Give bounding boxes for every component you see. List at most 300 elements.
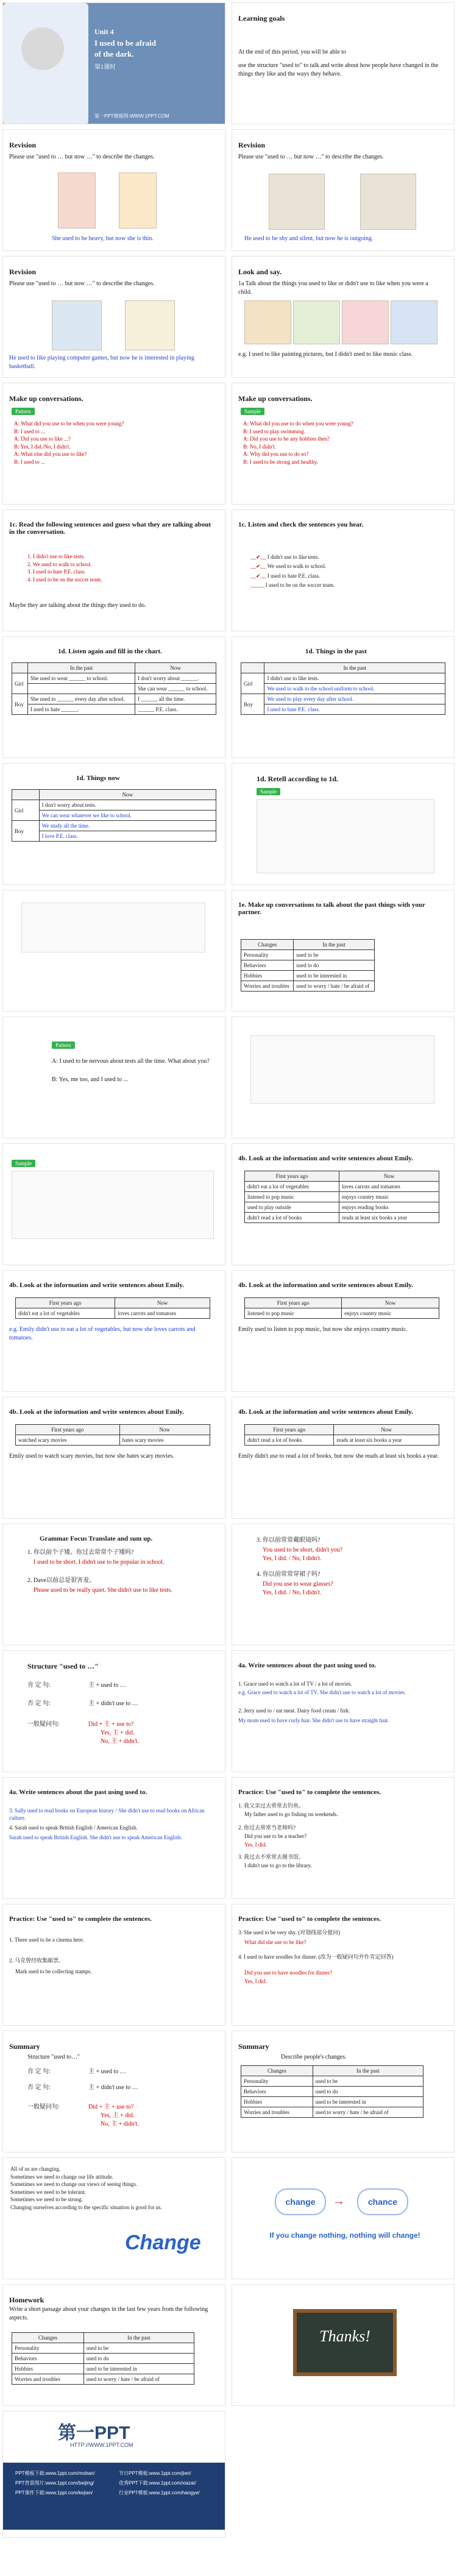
check-row-2[interactable] (250, 562, 335, 571)
pattern-lines (14, 420, 124, 466)
slide-title: 1d. Retell according to 1d. (257, 775, 338, 783)
form-yes: Yes, 主 + did. (101, 2112, 135, 2119)
slide-title: Practice: Use "used to" to complete the sentences. (9, 1915, 152, 1923)
slide-title: 1d. Things in the past (305, 648, 367, 655)
cell: didn't read a lot of books (245, 1213, 339, 1223)
cell: I love P.E. class. (39, 831, 216, 842)
cell: loves carrots and tomatoes (115, 1308, 210, 1319)
1c-guess-slide (2, 509, 225, 631)
slide-title: Revision (238, 141, 266, 149)
cell: We study all the time. (39, 821, 216, 831)
child-picture-4 (391, 300, 438, 344)
cell: used to be interested in (313, 2097, 423, 2107)
line-6: B: I used to ... (14, 458, 45, 465)
cell: used to be (83, 2343, 194, 2354)
cell[interactable]: I don't worry about ______. (135, 673, 216, 684)
grammar-focus-slide-2 (232, 1524, 455, 1645)
header-before: First years ago (245, 1425, 334, 1435)
translate-4: 4. 你以前常常穿裙子吗? (257, 1571, 321, 1578)
answer-text: e.g. Emily didn't use to eat a lot of vegetables, but now she loves carrots and tomatoes. (9, 1326, 196, 1341)
dialog-text-block (250, 1035, 434, 1104)
cell[interactable]: I used to hate ______. (27, 704, 135, 715)
changes-table (241, 2065, 423, 2118)
summary-structure-slide (2, 2031, 225, 2152)
cell: used to worry / hate / be afraid of (83, 2374, 194, 2385)
homework-slide (2, 2284, 225, 2406)
cell: We can wear whatever we like to school. (39, 811, 216, 821)
cell: Behaviors (241, 2087, 313, 2097)
line-4: B: Yes, I did./No, I didn't. (14, 443, 71, 450)
pattern-label: Pattern (52, 1041, 75, 1049)
sample-label: Sample (12, 1160, 35, 1167)
example-1: e.g. Grace used to watch a lot of TV. She didn't use to watch a lot of movies. (238, 1689, 406, 1695)
goal-line-1: At the end of this period, you will be able to (238, 49, 346, 55)
answer-2: My mom used to have curly hair. She didn't use to have straight hair. (238, 1717, 389, 1723)
cell: I don't worry about tests. (39, 800, 216, 811)
cell: Worries and troubles (12, 2374, 84, 2385)
check-mark: __✔__ (250, 572, 266, 579)
emily-row-table (244, 1424, 439, 1446)
goal-line-2: use the structure "used to" to talk and write about how people have changed in the things they like and the ways they behave. (238, 62, 439, 77)
header-changes: Changes (241, 940, 294, 950)
header-before: First years ago (245, 1298, 342, 1308)
slogan-text: If you change nothing, nothing will change! (269, 2231, 420, 2240)
title-line-1: I used to be afraid (94, 38, 157, 48)
emily-sentence-2-slide (232, 1270, 455, 1392)
cell: listened to pop music (245, 1308, 342, 1319)
1e-conversation-slide (232, 890, 455, 1012)
practice-slide-1 (232, 1777, 455, 1899)
change-wordart: Change (125, 2231, 201, 2254)
header-past: In the past (27, 663, 135, 673)
cell: listened to pop music (245, 1192, 339, 1202)
a2: Mark used to be collecting stamps. (15, 1968, 92, 1975)
link-1[interactable]: PPT模板下载:www.1ppt.com/moban/ (15, 2471, 95, 2476)
sentence: I used to hate P.E. class. (267, 572, 321, 579)
cell: enjoys country music (342, 1308, 439, 1319)
revision-slide-1 (2, 129, 225, 251)
label-negative: 否 定 句: (27, 2084, 51, 2091)
practice-slide-2 (2, 1904, 225, 2026)
item-3: 3. Sally used to read books on European history / She didn't use to read books on African culture. (9, 1808, 205, 1822)
change-chance-slide (232, 2157, 455, 2279)
brand-logo: 第一PPT (58, 2423, 130, 2443)
now-chart (12, 789, 216, 842)
row-boy: Boy (241, 694, 264, 715)
cell: used to play outside (245, 1202, 339, 1213)
sentence-3: 3. I used to hate P.E. class. (27, 569, 86, 575)
cell[interactable]: ______ P.E. class. (135, 704, 216, 715)
emily-row-table (244, 1297, 439, 1319)
pattern-dialog-slide (2, 1017, 225, 1138)
slide-title: 1d. Listen again and fill in the chart. (58, 648, 162, 655)
sample-lines (243, 420, 353, 466)
header-now: Now (339, 1171, 439, 1182)
slide-title: 4a. Write sentences about the past using used to. (9, 1789, 147, 1796)
structure-slide (2, 1650, 225, 1772)
slide-title: Practice: Use "used to" to complete the sentences. (238, 1789, 381, 1796)
4b-emily-table-slide (232, 1143, 455, 1265)
answer-4: Sarah used to speak British English. She didn't use to speak American English. (9, 1834, 182, 1840)
cell: didn't eat a lot of vegetables (245, 1182, 339, 1192)
row-girl: Girl (12, 800, 40, 821)
sample-label: Sample (257, 788, 280, 795)
line-5: A: What else did you use to like? (14, 451, 87, 458)
answer-4b: Yes, I did. / No, I didn't. (263, 1589, 322, 1596)
slide-title: Learning goals (238, 14, 285, 23)
line-6: B: I used to be strong and healthy. (243, 458, 318, 465)
child-picture-3 (342, 300, 389, 344)
cell: used to do (294, 960, 375, 971)
slide-title: 1d. Things now (76, 775, 120, 782)
title-line-2: of the dark. (94, 49, 134, 59)
a3: I didn't use to go to the library. (244, 1862, 312, 1868)
form-no: No, 主 + didn't. (101, 1738, 139, 1745)
translate-3: 3. 你以前常常戴眼镜吗? (257, 1537, 321, 1544)
1d-things-past-slide (232, 636, 455, 758)
computer-game-image (52, 300, 102, 350)
answer-4a: Did you use to wear glasses? (263, 1581, 333, 1588)
slide-title: Grammar Focus Translate and sum up. (40, 1535, 153, 1542)
line-3: A: Did you use to be any hobbies then? (243, 436, 330, 442)
check-mark: _____ (250, 581, 264, 588)
form-affirmative: 主 + used to … (88, 2068, 126, 2075)
cell: reads at least six books a year (339, 1213, 439, 1223)
sentence: We used to walk to school. (267, 563, 327, 570)
slide-title: Structure "used to …" (27, 1662, 99, 1670)
emily-row-table (15, 1297, 210, 1319)
cat-head-shape (21, 27, 64, 70)
sample-slide (2, 1143, 225, 1265)
slide-title: 4b. Look at the information and write sentences about Emily. (238, 1282, 413, 1289)
line-4: Sometimes we need to be tolerant. (10, 2188, 86, 2195)
end-brand-slide (2, 2411, 225, 2538)
homework-desc: Write a short passage about your changes in the last few years from the following aspects. (9, 2306, 208, 2321)
cell: I used to hate P.E. class. (264, 704, 445, 715)
header-now: Now (119, 1425, 210, 1435)
retell-text-block (257, 799, 434, 873)
check-row-4[interactable] (250, 581, 335, 590)
sentence-2: 2. We used to walk to school. (27, 561, 92, 567)
header-before: First years ago (16, 1425, 120, 1435)
pattern-label: Pattern (12, 408, 35, 415)
answer-text: e.g. I used to like painting pictures, but I didn't used to like music class. (238, 351, 413, 358)
label-affirmative: 肯 定 句: (27, 2068, 51, 2075)
emily-table (244, 1171, 439, 1223)
answer-text: He used to like playing computer games, but now he is interested in playing basketball. (9, 355, 194, 370)
retell-continued-slide (2, 890, 225, 1012)
answer-3a: You used to be short, didn't you? (263, 1547, 343, 1553)
cell: Hobbies (12, 2364, 84, 2374)
1d-fill-chart-slide (2, 636, 225, 758)
slide-title: Revision (9, 268, 37, 276)
dialog-sample-slide (232, 1017, 455, 1138)
form-no: No, 主 + didn't. (101, 2121, 139, 2127)
dialog-b: B: Yes, me too, and I used to ... (52, 1076, 128, 1083)
prompt-text: Please use "used to … but now …" to describe the changes. (238, 154, 384, 160)
slide-title: Revision (9, 141, 37, 149)
cell: reads at least six books a year (334, 1435, 439, 1446)
title-slide (2, 2, 225, 124)
cell: We used to walk to the school uniform to school. (264, 684, 445, 694)
message-lines (10, 2165, 162, 2212)
revision-slide-3 (2, 256, 225, 378)
cell: used to be (294, 950, 375, 960)
question-text: 1a Talk about the things you used to like or didn't use to like when you were a child. (238, 280, 428, 296)
cell: didn't read a lot of books (245, 1435, 334, 1446)
slide-title: Look and say. (238, 268, 282, 276)
answer-3b: Yes, I did. / No, I didn't. (263, 1555, 322, 1562)
sentence: I used to be on the soccer team. (265, 581, 335, 588)
answer-text: Emily used to listen to pop music, but now she enjoys country music. (238, 1326, 408, 1333)
answer-text: Emily used to watch scary movies, but now she hates scary movies. (9, 1453, 174, 1460)
emily-sentence-1-slide (2, 1270, 225, 1392)
answer-text: Emily didn't use to read a lot of books, but now she reads at least six books a year. (238, 1453, 439, 1460)
item-1: 1. Grace used to watch a lot of TV / a lot of movies. (238, 1681, 352, 1687)
revision-slide-2 (232, 129, 455, 251)
thanks-text: Thanks! (319, 2327, 370, 2345)
slide-title: 4b. Look at the information and write sentences about Emily. (238, 1408, 413, 1416)
check-mark: __✔__ (250, 554, 266, 560)
change-message-slide (2, 2157, 225, 2279)
answer-2: Please used to be really quiet. She didn't use to like tests. (34, 1587, 172, 1594)
q1: 1. There used to be a cinema here. (9, 1937, 85, 1943)
cell[interactable]: I ______ all the time. (135, 694, 216, 704)
line-4: B: No, I didn't. (243, 443, 276, 450)
change-bubble: change (275, 2188, 326, 2215)
a2: Did you use to be a teacher? (244, 1833, 306, 1839)
slide-title: 4a. Write sentences about the past using used to. (238, 1662, 377, 1669)
line-1: All of us are changing. (10, 2166, 61, 2172)
cell: Behaviors (241, 960, 294, 971)
past-chart (241, 662, 445, 715)
answer-text: He used to be shy and silent, but now he is outgoing. (244, 235, 374, 242)
row-girl: Girl (12, 673, 28, 694)
answer-1: I used to be short. I didn't use to be popular in school. (34, 1559, 165, 1566)
cell: I didn't use to like tests. (264, 673, 445, 684)
cell: used to be interested in (83, 2364, 194, 2374)
thin-girl-image (119, 172, 157, 229)
label-affirmative: 肯 定 句: (27, 1682, 51, 1689)
sentence-1: 1. I didn't use to like tests. (27, 553, 85, 559)
cell: watched scary movies (16, 1435, 120, 1446)
header-now: Now (342, 1298, 439, 1308)
header-now: Now (135, 663, 216, 673)
item-4: 4. Sarah used to speak British English / American English. (9, 1825, 138, 1831)
emily-row-table (15, 1424, 210, 1446)
line-6: Changing ourselves according to the specific situation is good for us. (10, 2204, 162, 2210)
cell: hates scary movies (119, 1435, 210, 1446)
form-question: Did + 主 + use to? (88, 1721, 134, 1728)
header-before: First years ago (245, 1171, 339, 1182)
slide-title: 4b. Look at the information and write sentences about Emily. (9, 1282, 184, 1289)
sentence: I didn't use to like tests. (267, 554, 319, 560)
look-and-say-slide (232, 256, 455, 378)
arrow-right-icon: → (333, 2195, 345, 2208)
slide-title: 4b. Look at the information and write sentences about Emily. (238, 1155, 413, 1162)
form-question: Did + 主 + use to? (88, 2104, 134, 2110)
cell: used to be (313, 2076, 423, 2087)
label-question: 一般疑问句: (27, 2104, 60, 2110)
sentence-list (27, 553, 102, 583)
check-row-1[interactable] (250, 553, 335, 562)
subtitle: Structure "used to…" (27, 2054, 80, 2060)
q2: 2. 你过去常常当老师吗? (238, 1825, 296, 1831)
a3: What did she use to be like? (244, 1939, 306, 1945)
cell: used to do (83, 2354, 194, 2364)
q4: 4. I used to have noodles for dinner. (改为一般疑问句并作肯定回答) (238, 1954, 394, 1960)
period-label: 第1课时 (94, 64, 116, 71)
check-row-3[interactable] (250, 572, 335, 581)
heavy-girl-image (58, 172, 96, 229)
row-boy: Boy (12, 821, 40, 842)
header-now: Now (39, 790, 216, 800)
make-up-conversation-sample-slide (232, 383, 455, 505)
line-2: Sometimes we need to change our life attitude. (10, 2173, 113, 2180)
cell: Personality (241, 2076, 313, 2087)
subtitle: Describe people's changes. (281, 2054, 347, 2060)
prompt-text: Please use "used to … but now …" to describe the changes. (9, 154, 155, 160)
line-1: A: What did you use to do when you were young? (243, 420, 353, 427)
learning-goals-slide (232, 2, 455, 124)
line-5: Sometimes we need to be strong. (10, 2196, 83, 2203)
corner-cell (12, 663, 28, 673)
header-now: Now (115, 1298, 210, 1308)
slide-title: 1c. Read the following sentences and guess what they are talking about in the conversation. (9, 521, 211, 536)
a4: Did you use to have noodles for dinner? (244, 1970, 333, 1976)
line-3: Sometimes we need to change our views of seeing things. (10, 2181, 137, 2188)
cell[interactable]: She used to wear ______ to school. (27, 673, 135, 684)
brand-url: HTTP://WWW.1PPT.COM (70, 2442, 133, 2448)
a4b: Yes, I did. (244, 1978, 267, 1984)
cell: Behaviors (12, 2354, 84, 2364)
cell: We used to play every day after school. (264, 694, 445, 704)
label-negative: 否 定 句: (27, 1700, 51, 1707)
q3: 3. She used to be very shy. (对划线部分提问) (238, 1929, 341, 1936)
dialog-a: A: I used to be nervous about tests all the time. What about you? (52, 1058, 210, 1065)
form-negative: 主 + didn't use to … (88, 2084, 138, 2091)
header-before: First years ago (16, 1298, 115, 1308)
child-picture-2 (293, 300, 340, 344)
brand-text: 第一PPT模板网-WWW.1PPT.COM (94, 113, 169, 119)
header-past: In the past (83, 2333, 194, 2343)
boy-photo-1 (269, 174, 325, 230)
form-negative: 主 + didn't use to … (88, 1700, 138, 1707)
line-5: A: Why did you use to do so? (243, 451, 309, 458)
slide-title: Practice: Use "used to" to complete the sentences. (238, 1915, 381, 1923)
changes-table (241, 939, 375, 992)
q1: 1. 我父亲过去常常去钓鱼。 (238, 1803, 305, 1809)
line-2: B: I used to play swimming. (243, 428, 305, 435)
q3: 3. 我过去不常常去图书馆。 (238, 1854, 305, 1860)
slide-title: Homework (9, 2296, 44, 2304)
slide-title: 4b. Look at the information and write sentences about Emily. (9, 1408, 184, 1416)
grammar-focus-slide (2, 1524, 225, 1645)
link-5[interactable]: PPT课件下载:www.1ppt.com/kejian/ (15, 2490, 93, 2496)
thanks-slide (232, 2284, 455, 2406)
cell: enjoys reading books (339, 1202, 439, 1213)
practice-slide-3 (232, 1904, 455, 2026)
cell: didn't eat a lot of vegetables (16, 1308, 115, 1319)
boy-photo-2 (360, 174, 416, 230)
4a-write-slide-2 (2, 1777, 225, 1899)
header-past: In the past (264, 663, 445, 673)
cell: enjoys country music (339, 1192, 439, 1202)
form-yes: Yes, 主 + did. (101, 1730, 135, 1736)
1c-listen-slide (232, 509, 455, 631)
cell: Personality (12, 2343, 84, 2354)
slide-title: Make up conversations. (238, 394, 313, 403)
emily-sentence-3-slide (2, 1397, 225, 1519)
homework-table (12, 2332, 194, 2385)
summary-changes-slide (232, 2031, 455, 2152)
header-past: In the past (294, 940, 375, 950)
header-changes: Changes (12, 2333, 84, 2343)
1d-retell-slide (232, 763, 455, 885)
chance-bubble: chance (357, 2188, 408, 2215)
fill-chart (12, 662, 216, 715)
link-3[interactable]: PPT背景图片:www.1ppt.com/beijing/ (15, 2480, 94, 2486)
line-1: A: What did you use to be when you were young? (14, 420, 124, 427)
note-text: Maybe they are talking about the things they used to do. (9, 602, 146, 609)
a2b: Yes, I did. (244, 1842, 267, 1848)
cell: loves carrots and tomatoes (339, 1182, 439, 1192)
form-affirmative: 主 + used to … (88, 1682, 126, 1689)
1d-things-now-slide (2, 763, 225, 885)
cell[interactable]: She can wear ______ to school. (135, 684, 216, 694)
line-2: B: I used to ... (14, 428, 45, 435)
item-2: 2. Jerry used to / eat meat. Dairy food cream / fish. (238, 1708, 350, 1714)
header-changes: Changes (241, 2066, 313, 2076)
slide-title: Make up conversations. (9, 394, 83, 403)
slide-title: 1e. Make up conversations to talk about the past things with your partner. (238, 901, 425, 916)
slide-title: Summary (9, 2042, 40, 2051)
checklist (250, 553, 335, 590)
row-boy: Boy (12, 694, 28, 715)
cell: used to worry / hate / be afraid of (313, 2107, 423, 2118)
4a-write-slide-1 (232, 1650, 455, 1772)
sentence-4: 4. I used to be on the soccer team. (27, 576, 102, 583)
link-2[interactable]: 节日PPT模板:www.1ppt.com/jieri/ (119, 2471, 191, 2476)
cell[interactable]: She used to ______ every day after school. (27, 694, 135, 704)
cell: Worries and troubles (241, 981, 294, 992)
header-now: Now (334, 1425, 439, 1435)
cell: Hobbies (241, 971, 294, 981)
cell: Hobbies (241, 2097, 313, 2107)
answer-text: She used to be heavy, but now she is thin. (52, 235, 154, 242)
cell: Personality (241, 950, 294, 960)
sample-label: Sample (241, 408, 264, 415)
line-3: A: Did you use to like ...? (14, 436, 71, 442)
prompt-text: Please use "used to … but now …" to describe the changes. (9, 280, 155, 287)
make-up-conversation-slide (2, 383, 225, 505)
label-question: 一般疑问句: (27, 1721, 60, 1728)
cell: used to worry / hate / be afraid of (294, 981, 375, 992)
cell: Worries and troubles (241, 2107, 313, 2118)
q2: 2. 马克曾经收集邮票。 (9, 1957, 65, 1964)
link-6[interactable]: 行业PPT模板:www.1ppt.com/hangye/ (119, 2490, 200, 2496)
a1: My father used to go fishing on weekends. (244, 1811, 338, 1817)
header-past: In the past (313, 2066, 423, 2076)
child-picture-1 (244, 300, 291, 344)
cell: used to do (313, 2087, 423, 2097)
cell: used to be interested in (294, 971, 375, 981)
row-girl: Girl (241, 673, 264, 694)
slide-title: 1c. Listen and check the sentences you hear. (238, 521, 364, 528)
link-4[interactable]: 优秀PPT下载:www.1ppt.com/xiazai/ (119, 2480, 196, 2486)
translate-2: 2. Dave以前总是很害羞。 (27, 1577, 96, 1584)
check-mark: __✔__ (250, 563, 266, 570)
